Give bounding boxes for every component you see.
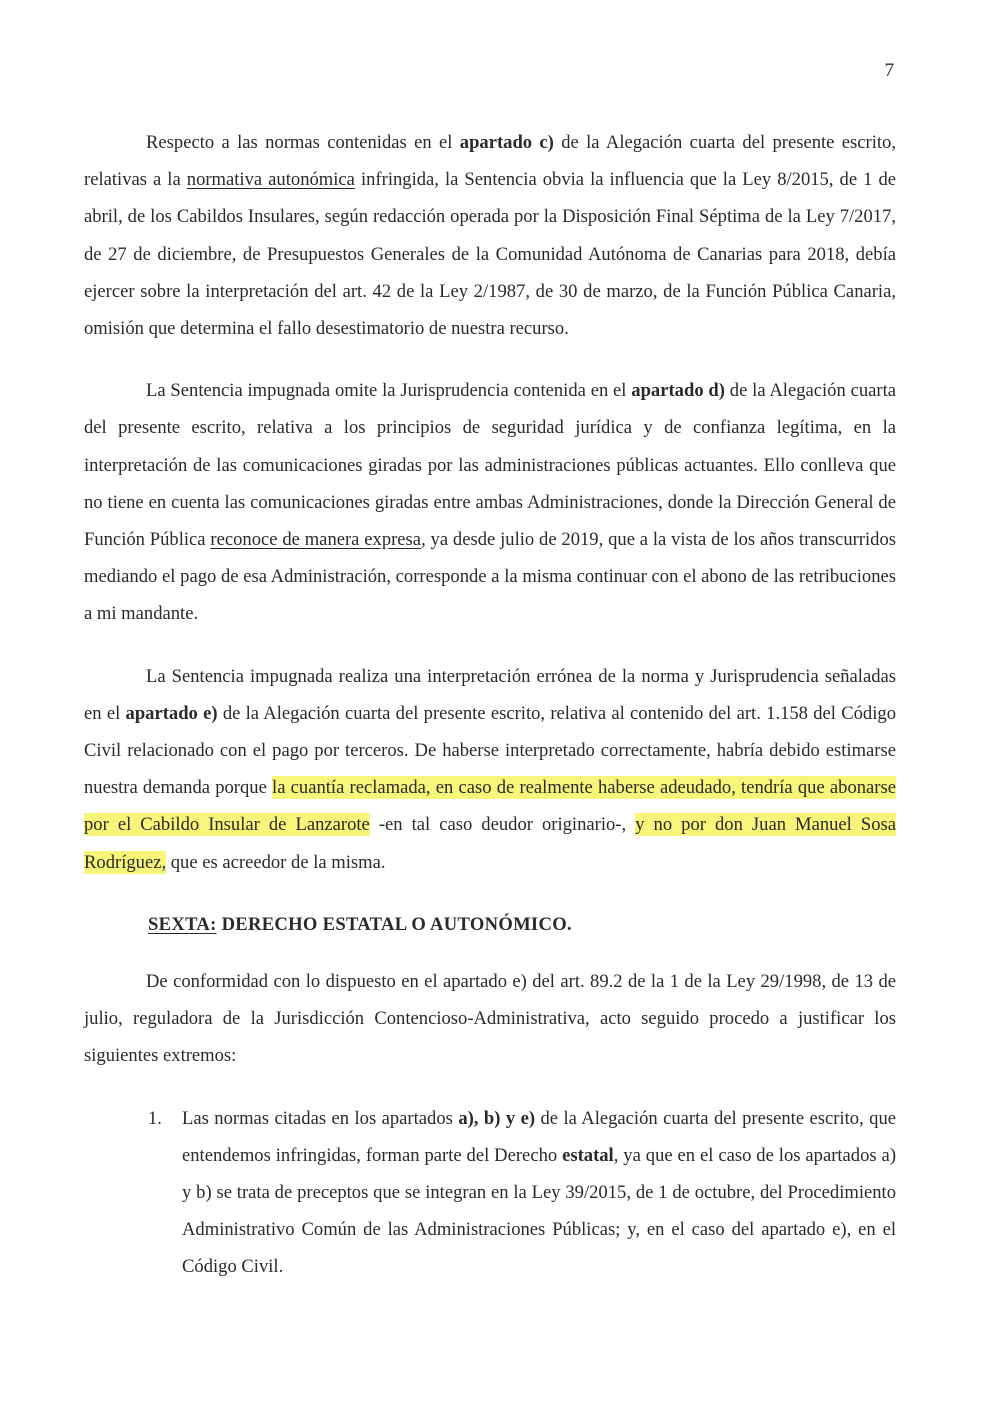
text-run: de la Alegación cuarta del presente escrito, relativa a los principios de seguridad jurídica y de confianza legítima, en la interpretación de las comunicaciones giradas por las administraciones públicas actuantes. Ello conlleva que no tiene en cuenta las comunicaciones giradas entre ambas Administraciones, donde la Dirección General de Función Pública [84,380,896,551]
text-run: -en tal caso deudor originario-, [369,814,636,836]
text-run: , ya desde julio de 2019, que a la vista de los años transcurridos mediando el pago de esa Administración, corresponde a la misma continuar con el abono de las retribuciones a mi mandante. [84,529,896,625]
text-run: Las normas citadas en los apartados [182,1107,459,1129]
heading-label: SEXTA: [148,913,217,935]
text-run: que es acreedor de la misma. [166,851,386,873]
highlighted-text: y no por don Juan Manuel Sosa Rodríguez, [84,814,896,873]
paragraph-jurisprudencia [84,372,896,632]
text-run: Respecto a las normas contenidas en el [146,132,460,153]
text-run: de la Alegación cuarta del presente escrito, relativa al contenido del art. 1.158 del Código Civil relacionado con el pago por terceros. De haberse interpretado correctamente, habría debido estimarse nuestra demanda porque [84,702,896,799]
bold-reference: apartado c) [459,132,554,153]
bold-reference: apartado d) [631,380,725,402]
text-run: La Sentencia impugnada realiza una interpretación errónea de la norma y Jurisprudencia señaladas en el [84,665,896,724]
bold-reference: apartado e) [125,702,218,724]
paragraph-codigo-civil [84,658,896,881]
numbered-list [84,1100,896,1286]
paragraph-normativa-autonomica [84,124,896,347]
highlighted-text: la cuantía reclamada, en caso de realmente haberse adeudado, tendría que abonarse por el Cabildo Insular de Lanzarote [84,777,896,836]
text-run: , ya que en el caso de los apartados a) y b) se trata de preceptos que se integran en la Ley 39/2015, de 1 de octubre, del Procedimiento Administrativo Común de las Administraciones Públicas; y, en el caso del apartado e), en el Código Civil. [182,1144,897,1278]
text-run: de la Alegación cuarta del presente escrito, relativas a la [84,132,896,191]
list-number: 1. [148,1107,162,1129]
underlined-term: normativa autonómica [186,169,355,191]
heading-title: DERECHO ESTATAL O AUTONÓMICO. [216,913,572,935]
text-run: infringida, la Sentencia obvia la influencia que la Ley 8/2015, de 1 de abril, de los Cabildos Insulares, según redacción operada por la Disposición Final Séptima de la Ley 7/2017, de 27 de diciembre, de Presupuestos Generales de la Comunidad Autónoma de Canarias para 2018, debía ejercer sobre la interpretación del art. 42 de la Ley 2/1987, de 30 de marzo, de la Función Pública Canaria, omisión que determina el fallo desestimatorio de nuestra recurso. [84,169,896,340]
document-body [84,124,896,1286]
bold-reference: a), b) y e) [458,1107,536,1129]
bold-term: estatal [562,1144,614,1166]
section-heading [84,906,896,943]
paragraph-conformidad: De conformidad con lo dispuesto en el apartado e) del art. 89.2 de la 1 de la Ley 29/1998, de 13 de julio, reguladora de la Jurisdicción Contencioso-Administrativa, acto seguido procedo a justificar los siguientes extremos: [84,971,896,1067]
page-number: 7 [884,60,894,81]
text-run: La Sentencia impugnada omite la Jurisprudencia contenida en el [146,380,632,402]
list-item-text [182,1100,896,1286]
list-item [148,1100,896,1286]
underlined-term: reconoce de manera expresa [210,529,422,551]
text-run: de la Alegación cuarta del presente escrito, que entendemos infringidas, forman parte del Derecho [182,1107,896,1166]
